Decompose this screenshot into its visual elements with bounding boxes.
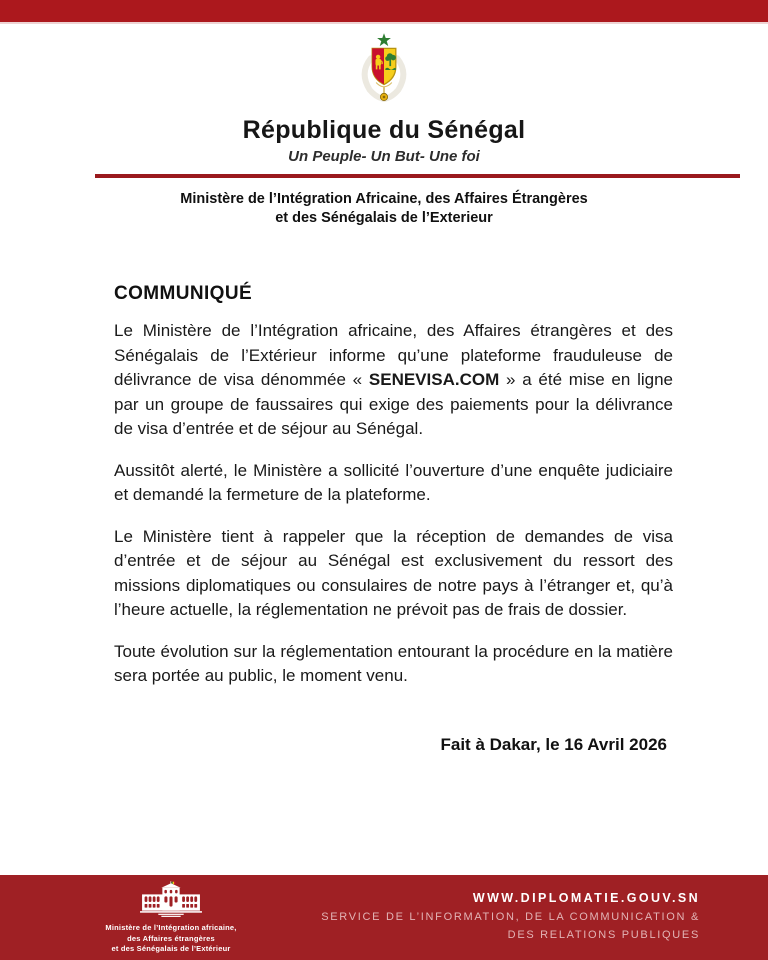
footer-ministry-line1: Ministère de l’Intégration africaine, (105, 923, 237, 933)
paragraph-4: Toute évolution sur la réglementation entourant la procédure en la matière sera portée au public, le moment venu. (114, 641, 673, 686)
paragraph-2: Aussitôt alerté, le Ministère a sollicité l’ouverture d’une enquête judiciaire et demandé la fermeture de la plateforme. (114, 460, 673, 505)
top-red-bar (0, 0, 768, 24)
paragraph-1-text-after: » a été mise en ligne par un groupe de faussaires qui exige des paiements pour la délivrance de visa d’entrée et de séjour au Sénégal. (114, 370, 674, 439)
ministry-name-line1: Ministère de l’Intégration Africaine, des Affaires Étrangères (180, 191, 588, 207)
fraud-site-name: SENEVISA.COM (368, 370, 500, 390)
service-name (321, 909, 700, 943)
website-url: WWW.DIPLOMATIE.GOUV.SN (472, 891, 700, 906)
document-heading: COMMUNIQUÉ (114, 283, 253, 305)
country-title: République du Sénégal (242, 116, 526, 144)
senegal-coat-of-arms-icon (344, 32, 424, 114)
document-header (0, 24, 768, 228)
paragraph-3: Le Ministère tient à rappeler que la réception de demandes de visa d’entrée et de séjour au Sénégal est exclusivement du ressort des missions diplomatiques ou consulaires de notre pays à l’étranger et, qu’à l’heure actuelle, la réglementation ne prévoit pas de frais de dossier. (114, 526, 673, 620)
document-body (0, 228, 768, 755)
footer-contact-block (321, 891, 700, 943)
red-divider-rule (95, 174, 740, 178)
paragraph-1 (114, 319, 673, 442)
ministry-name-line2: et des Sénégalais de l’Exterieur (275, 210, 493, 227)
paragraph-1-text: Le Ministère de l’Intégration africaine, des Affaires étrangères et des Sénégalais de l’Extérieur informe qu’une plateforme frauduleuse de délivrance de visa dénommée « (114, 321, 673, 390)
footer-ministry-line2: des Affaires étrangères (127, 933, 215, 943)
footer-ministry-line3: et des Sénégalais de l’Extérieur (111, 944, 231, 954)
service-name-line1: SERVICE DE L’INFORMATION, DE LA COMMUNICATION & (321, 911, 700, 924)
footer-band (0, 875, 768, 960)
palace-building-icon (138, 880, 204, 922)
national-motto: Un Peuple- Un But- Une foi (288, 148, 480, 165)
service-name-line2: DES RELATIONS PUBLIQUES (507, 928, 700, 941)
ministry-name (0, 190, 768, 228)
footer-ministry-block (86, 880, 256, 955)
dateline: Fait à Dakar, le 16 Avril 2026 (440, 734, 667, 754)
footer-ministry-name (86, 923, 256, 955)
